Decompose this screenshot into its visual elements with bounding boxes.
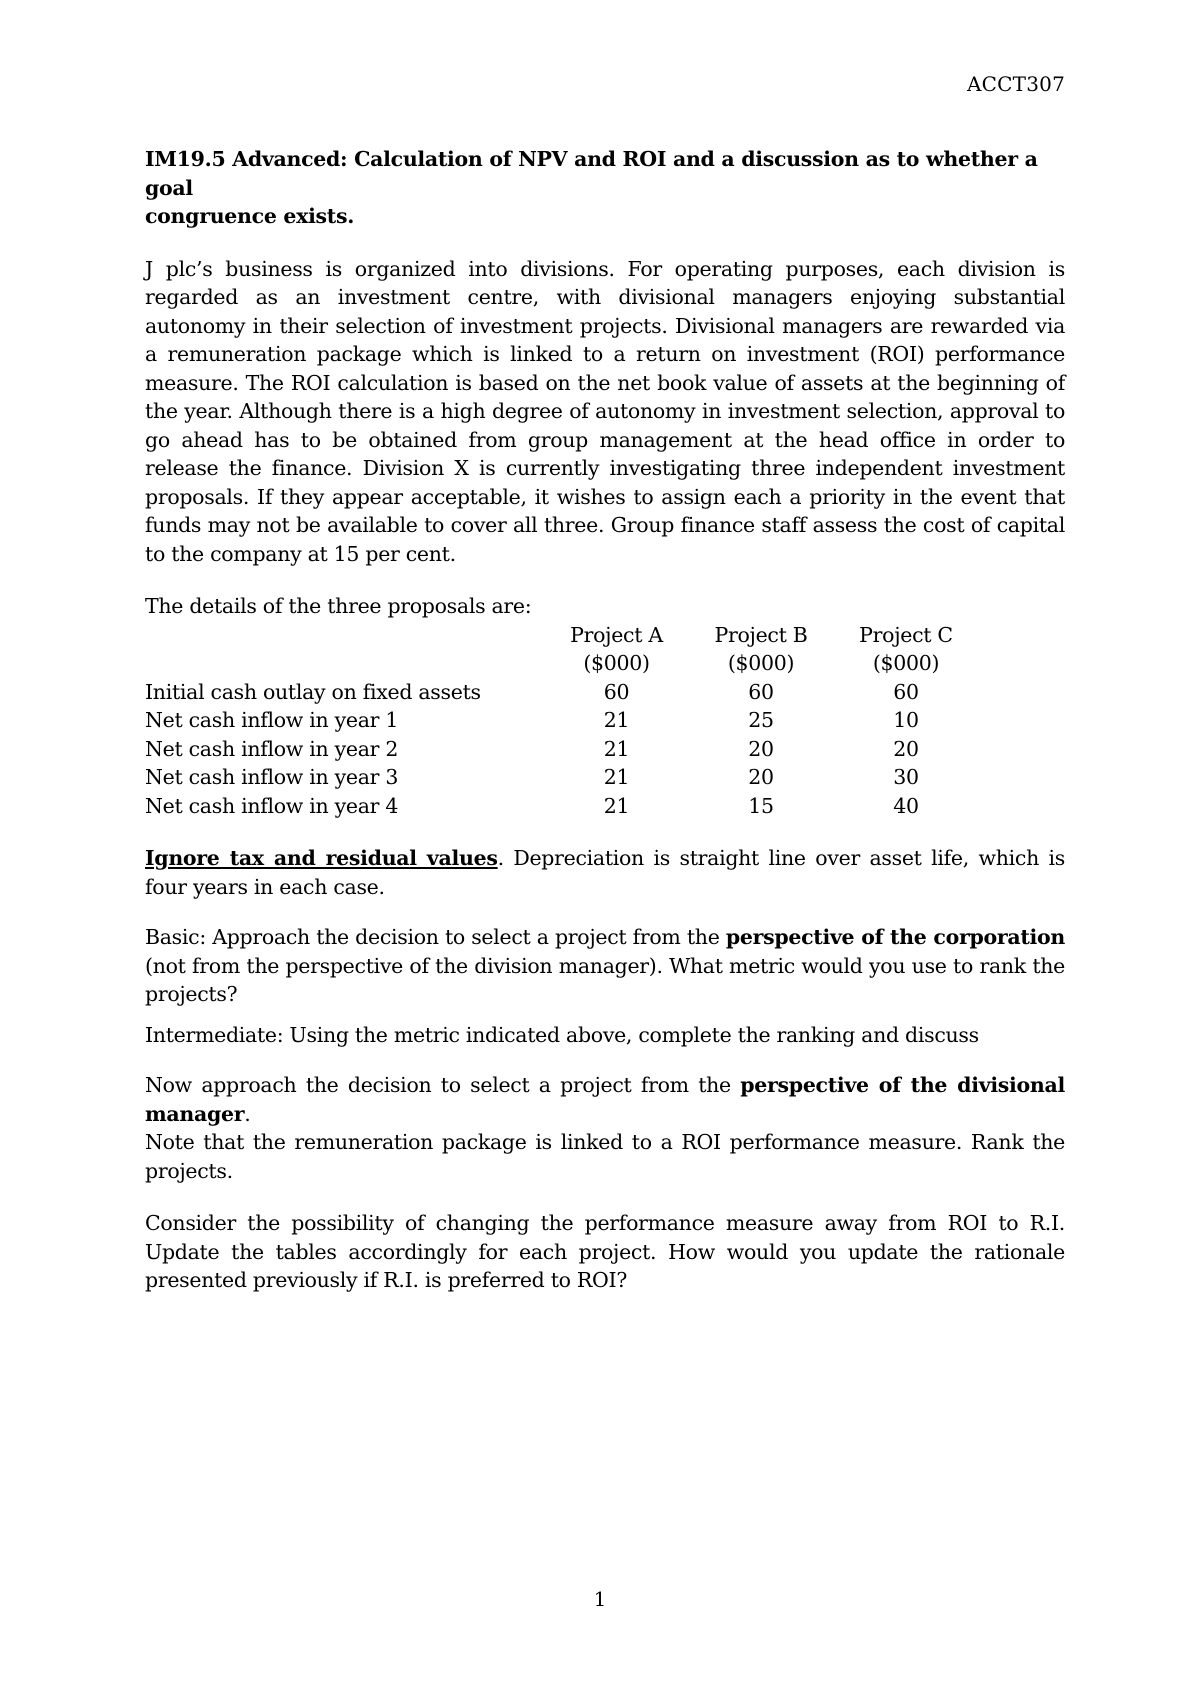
table-unit-blank: [145, 649, 545, 678]
ignore-tax-paragraph: [145, 844, 1065, 901]
proposals-table: [145, 621, 1065, 821]
table-cell: 60: [748, 679, 774, 704]
course-code: ACCT307: [967, 72, 1065, 96]
ignore-tax-rest: . Depreciation is straight line over asset life, which is four years in each case.: [145, 846, 1065, 899]
question-title-line-1: IM19.5 Advanced: Calculation of NPV and ROI and a discussion as to whether a goal: [145, 147, 1038, 200]
row-label: Net cash inflow in year 4: [145, 793, 399, 818]
col-unit-project-b: ($000): [727, 651, 795, 675]
ri-question: Consider the possibility of changing the performance measure away from ROI to R.I. Update the tables accordingly for each project. How would you update the rationale presented previously if R.I. is preferred to ROI?: [145, 1211, 1065, 1292]
table-cell: 20: [893, 736, 919, 761]
table-cell: 10: [893, 708, 919, 732]
col-unit-project-c: ($000): [872, 651, 940, 675]
table-intro: The details of the three proposals are:: [145, 594, 532, 618]
table-cell: 21: [603, 765, 630, 789]
intro-paragraph: J plc’s business is organized into divisions. For operating purposes, each division is regarded as an investment centre, with divisional managers enjoying substantial autonomy in their selection of investment projects. Divisional managers are rewarded via a remuneration package which is linked to a return on investment (ROI) performance measure. The ROI calculation is based on the net book value of assets at the beginning of the year. Although there is a high degree of autonomy in investment selection, approval to go ahead has to be obtained from group management at the head office in order to release the finance. Division X is currently investigating three independent investment proposals. If they appear acceptable, it wishes to assign each a priority in the event that funds may not be available to cover all three. Group finance staff assess the cost of capital to the company at 15 per cent.: [145, 256, 1065, 566]
table-cell: 15: [748, 793, 774, 818]
table-cell: 20: [748, 736, 774, 761]
intermediate-question: Intermediate: Using the metric indicated above, complete the ranking and discuss: [145, 1022, 979, 1047]
page-number: 1: [593, 1587, 607, 1611]
ignore-tax-emphasis: Ignore tax and residual values: [145, 846, 498, 870]
col-header-project-a: Project A: [570, 622, 663, 647]
roi-note-paragraph: Note that the remuneration package is linked to a ROI performance measure. Rank the projects.: [145, 1130, 1065, 1183]
divisional-question-emphasis: perspective of the divisional manager: [145, 1073, 1065, 1126]
table-cell: 40: [893, 793, 919, 818]
divisional-question-post: .: [244, 1101, 251, 1126]
table-cell: 25: [748, 708, 774, 732]
row-label: Net cash inflow in year 2: [145, 736, 399, 761]
table-cell: 21: [603, 708, 630, 732]
basic-question-post: (not from the perspective of the division manager). What metric would you use to rank the projects?: [145, 953, 1065, 1006]
basic-question-emphasis: perspective of the corporation: [725, 925, 1065, 949]
basic-question: [145, 923, 1065, 1009]
divisional-question: [145, 1071, 1065, 1128]
table-header-blank: [145, 621, 545, 650]
row-label: Net cash inflow in year 3: [145, 765, 399, 789]
col-header-project-c: Project C: [859, 622, 953, 647]
row-label: Initial cash outlay on fixed assets: [145, 679, 481, 704]
document-body: [145, 145, 1065, 1295]
table-cell: 21: [603, 736, 630, 761]
col-unit-project-a: ($000): [583, 651, 650, 675]
table-cell: 60: [893, 679, 919, 704]
divisional-question-pre: Now approach the decision to select a project from the: [145, 1073, 741, 1097]
question-title-line-2: congruence exists.: [145, 204, 355, 228]
table-cell: 21: [603, 793, 630, 818]
question-title: [145, 145, 1065, 231]
table-cell: 60: [603, 679, 630, 704]
table-cell: 20: [748, 765, 774, 789]
table-cell: 30: [893, 765, 919, 789]
col-header-project-b: Project B: [714, 622, 808, 647]
basic-question-pre: Basic: Approach the decision to select a project from the: [145, 925, 726, 949]
row-label: Net cash inflow in year 1: [145, 708, 399, 732]
